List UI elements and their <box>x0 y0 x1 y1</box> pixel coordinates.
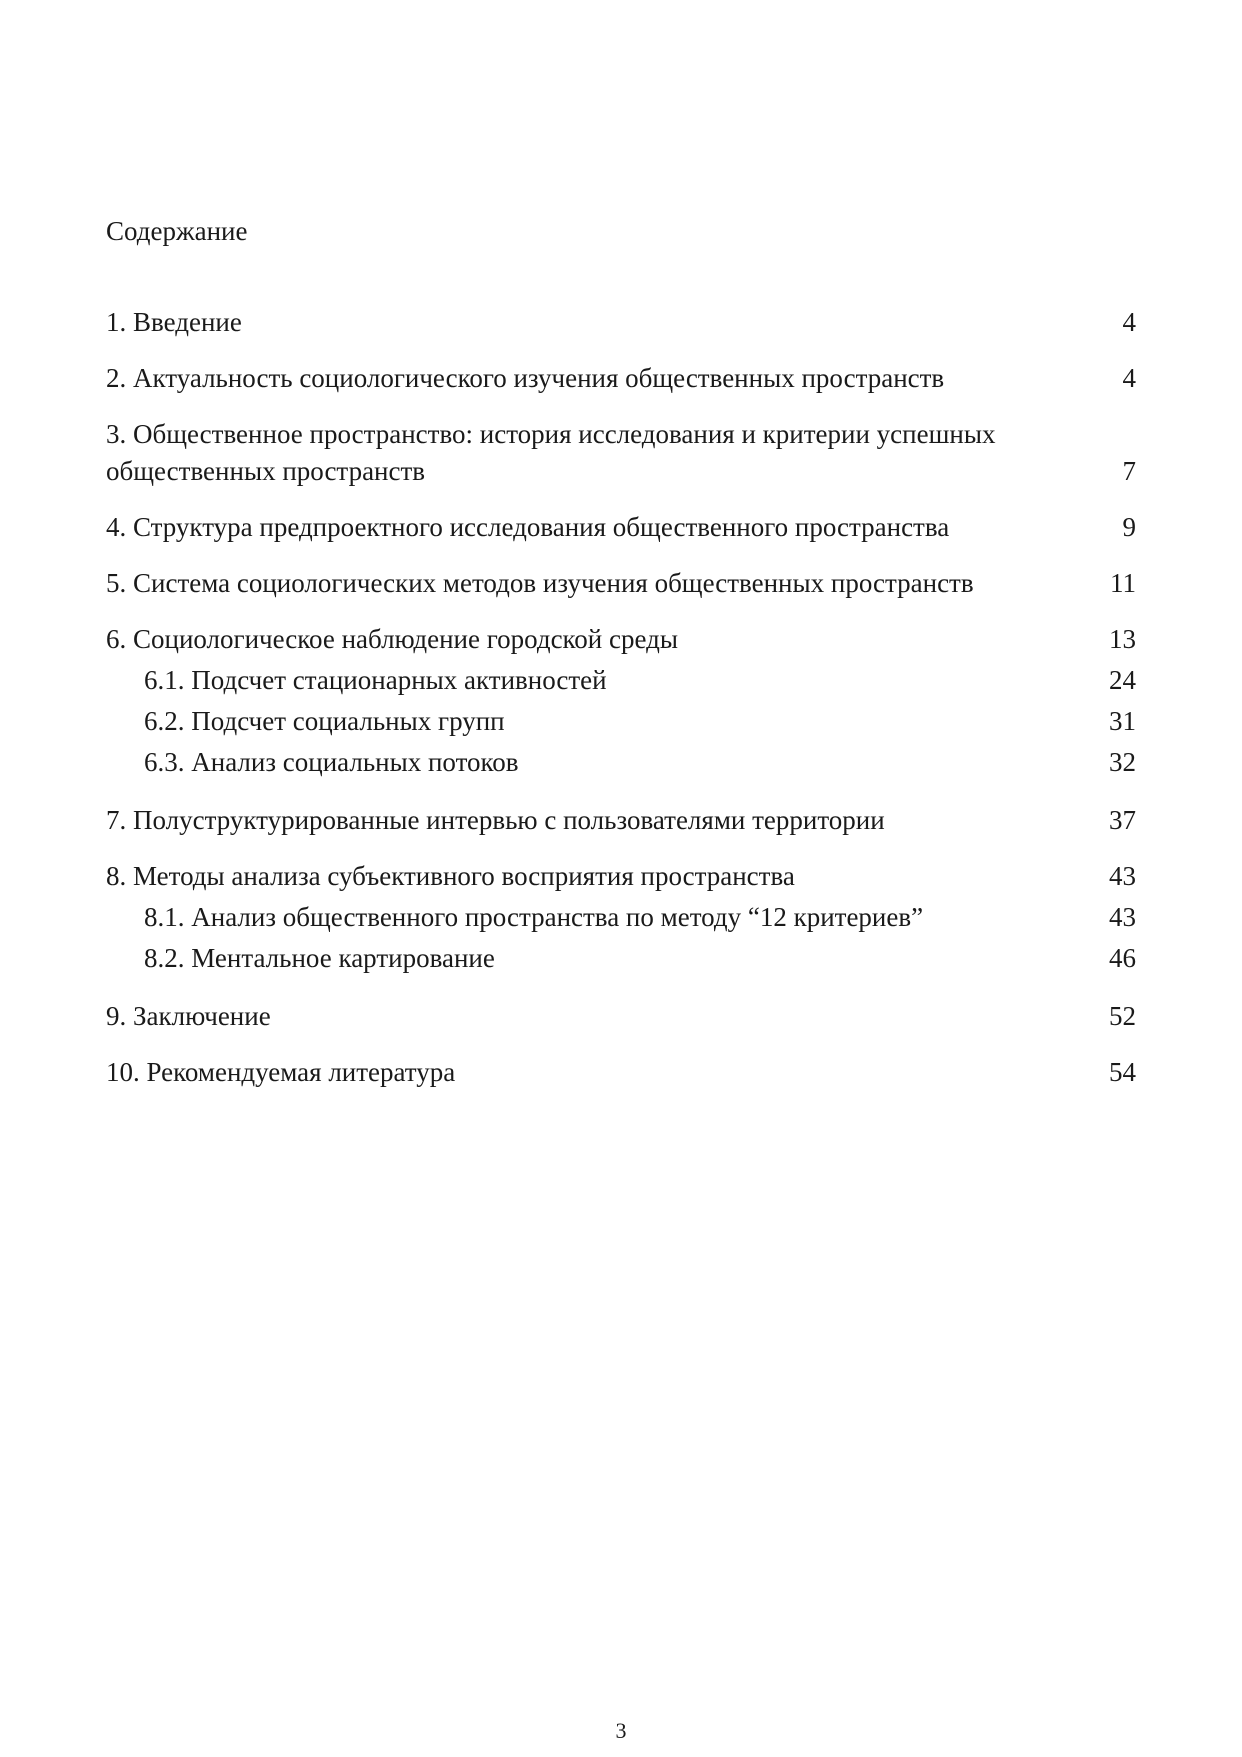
toc-entry-page: 32 <box>1109 747 1136 777</box>
toc-entry-title: 8. Методы анализа субъективного восприятия пространства <box>106 861 795 891</box>
toc-entry-6-1 <box>106 660 1136 701</box>
toc-entry-8-2 <box>106 938 1136 979</box>
toc-entry-6-3 <box>106 742 1136 783</box>
toc-entry-title-line2: общественных пространств <box>106 456 426 486</box>
toc-entry-title: 8.1. Анализ общественного пространства по методу “12 критериев” <box>144 902 924 932</box>
toc-entry-8 <box>106 858 1136 895</box>
toc-entry-10 <box>106 1054 1136 1091</box>
toc-entry-page: 11 <box>1110 568 1136 598</box>
toc-entry-2 <box>106 360 1136 397</box>
toc-entry-4 <box>106 509 1136 546</box>
toc-entry-title: 7. Полуструктурированные интервью с пользователями территории <box>106 805 885 835</box>
toc-entry-page: 4 <box>1122 307 1136 337</box>
toc-entry-title: 6.3. Анализ социальных потоков <box>144 747 519 777</box>
toc-entry-title: 6.2. Подсчет социальных групп <box>144 706 505 736</box>
toc-entry-page: 46 <box>1109 943 1136 973</box>
toc-entry-title: 5. Система социологических методов изучения общественных пространств <box>106 568 974 598</box>
toc-entry-title: 1. Введение <box>106 307 242 337</box>
toc-entry-page: 7 <box>1122 456 1136 486</box>
toc-entry-page: 43 <box>1109 902 1136 932</box>
toc-entry-page: 54 <box>1109 1057 1136 1087</box>
toc-entry-page: 52 <box>1109 1001 1136 1031</box>
toc-entry-page: 24 <box>1109 665 1136 695</box>
toc-entry-9 <box>106 998 1136 1035</box>
toc-entry-title: 4. Структура предпроектного исследования общественного пространства <box>106 512 950 542</box>
toc-entry-title: 9. Заключение <box>106 1001 271 1031</box>
toc-heading: Содержание <box>106 216 248 246</box>
toc-entry-page: 4 <box>1122 363 1136 393</box>
toc-list <box>106 304 1136 1091</box>
toc-entry-6-2 <box>106 701 1136 742</box>
toc-entry-3 <box>106 416 1136 490</box>
toc-entry-page: 37 <box>1109 805 1136 835</box>
toc-entry-title: 2. Актуальность социологического изучения общественных пространств <box>106 363 945 393</box>
toc-entry-title: 8.2. Ментальное картирование <box>144 943 495 973</box>
toc-entry-title: 10. Рекомендуемая литература <box>106 1057 456 1087</box>
toc-entry-title-line1: 3. Общественное пространство: история исследования и критерии успешных <box>106 419 996 449</box>
toc-entry-page: 13 <box>1109 624 1136 654</box>
toc-entry-title: 6.1. Подсчет стационарных активностей <box>144 665 607 695</box>
toc-entry-8-1 <box>106 897 1136 938</box>
toc-entry-6 <box>106 621 1136 658</box>
toc-entry-page: 43 <box>1109 861 1136 891</box>
toc-entry-5 <box>106 565 1136 602</box>
toc-entry-1 <box>106 304 1136 341</box>
toc-entry-7 <box>106 802 1136 839</box>
toc-entry-page: 9 <box>1122 512 1136 542</box>
toc-entry-page: 31 <box>1109 706 1136 736</box>
toc-entry-title: 6. Социологическое наблюдение городской среды <box>106 624 678 654</box>
page-number: 3 <box>615 1718 627 1743</box>
